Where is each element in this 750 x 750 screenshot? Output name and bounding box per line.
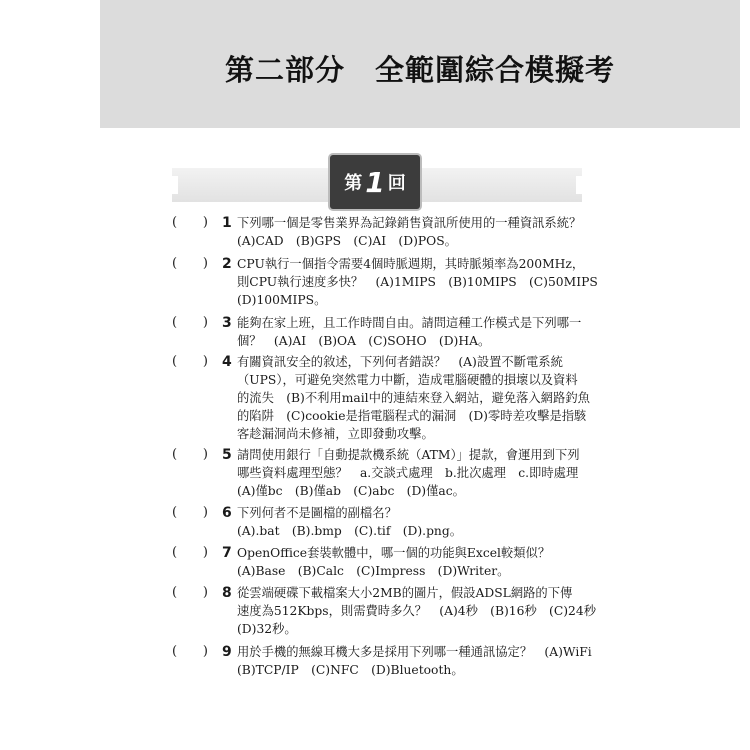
answer-blank[interactable]: ( ) [172,585,208,600]
answer-blank[interactable]: ( ) [172,215,208,230]
question-text: 下列何者不是圖檔的副檔名？ (A).bat (B).bmp (C).tif (D).png。 [237,506,463,538]
round-suffix: 回 [387,173,406,194]
question-3 [172,314,582,350]
question-6 [172,504,582,540]
question-text: 從雲端硬碟下載檔案大小2MB的圖片，假設ADSL網路的下傳 速度為512Kbps，則需費時多久？ (A)4秒 (B)16秒 (C)24秒 (D)32秒。 [237,586,596,636]
round-number: 1 [365,165,385,199]
question-text: 能夠在家上班，且工作時間自由。請問這種工作模式是下列哪一 個？ (A)AI (B)OA (C)SOHO (D)HA。 [237,316,582,348]
question-number: 5 [222,447,232,463]
question-text: 用於手機的無線耳機大多是採用下列哪一種通訊協定？ (A)WiFi (B)TCP/IP (C)NFC (D)Bluetooth。 [237,645,592,677]
question-8 [172,584,596,638]
question-number: 7 [222,545,232,561]
question-2 [172,255,598,309]
round-badge [330,155,420,209]
question-text: CPU執行一個指令需要4個時脈週期，其時脈頻率為200MHz， 則CPU執行速度多快？ (A)1MIPS (B)10MIPS (C)50MIPS (D)100MIPS。 [237,257,598,307]
round-prefix: 第 [344,173,363,194]
question-number: 1 [222,215,232,231]
banner-notch-left [172,176,178,194]
question-7 [172,544,582,580]
question-number: 4 [222,354,232,370]
answer-blank[interactable]: ( ) [172,354,208,369]
question-number: 9 [222,644,232,660]
question-number: 8 [222,585,232,601]
question-1 [172,214,582,250]
question-text: OpenOffice套裝軟體中，哪一個的功能與Excel較類似？ (A)Base (B)Calc (C)Impress (D)Writer。 [237,546,551,578]
answer-blank[interactable]: ( ) [172,447,208,462]
answer-blank[interactable]: ( ) [172,505,208,520]
question-number: 6 [222,505,232,521]
banner-notch-right [576,176,582,194]
question-text: 有關資訊安全的敘述，下列何者錯誤？ (A)設置不斷電系統 （UPS），可避免突然電力中斷，造成電腦硬體的損壞以及資料 的流失 (B)不利用mail中的連結來登入網站，避免落入網路釣魚 的陷阱 (C)cookie是指電腦程式的漏洞 (D)零時差攻擊是指駭 客趁漏洞尚未修補，立即發動攻擊。 [237,355,590,441]
question-text: 請問使用銀行「自動提款機系統（ATM）」提款，會運用到下列 哪些資料處理型態？ a.交談式處理 b.批次處理 c.即時處理 (A)僅bc (B)僅ab (C)abc (D)僅ac。 [237,448,580,498]
answer-blank[interactable]: ( ) [172,315,208,330]
answer-blank[interactable]: ( ) [172,644,208,659]
question-text: 下列哪一個是零售業界為記錄銷售資訊所使用的一種資訊系統？ (A)CAD (B)GPS (C)AI (D)POS。 [237,216,582,248]
question-4 [172,353,590,443]
answer-blank[interactable]: ( ) [172,545,208,560]
question-9 [172,643,592,679]
page-title: 第二部分 全範圍綜合模擬考 [224,53,615,87]
question-5 [172,446,582,500]
question-number: 3 [222,315,232,331]
answer-blank[interactable]: ( ) [172,256,208,271]
question-number: 2 [222,256,232,272]
